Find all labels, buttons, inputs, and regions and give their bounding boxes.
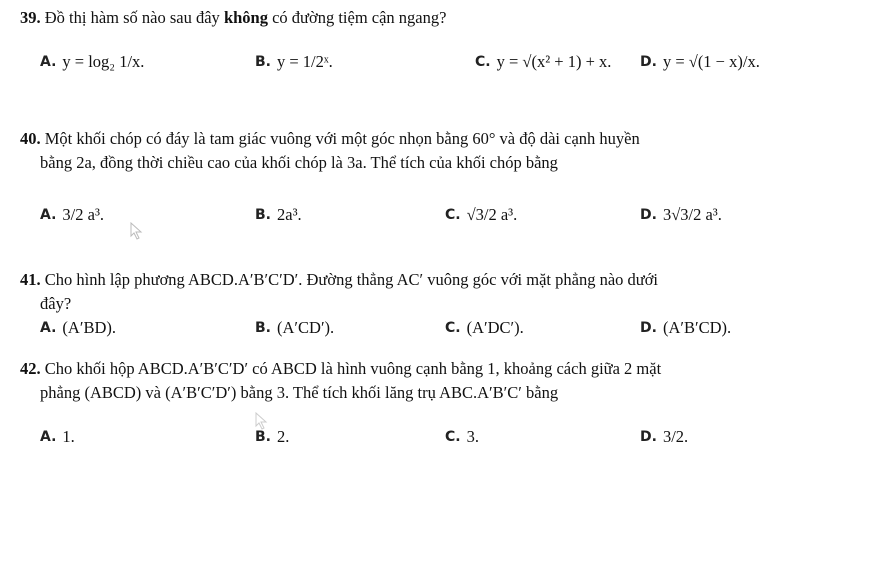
- option-value: 1.: [62, 427, 75, 446]
- option-label: A.: [40, 54, 57, 70]
- option-label: C.: [445, 429, 461, 445]
- question-number: 41.: [20, 270, 41, 289]
- question-number: 42.: [20, 359, 41, 378]
- option-label: C.: [445, 320, 461, 336]
- option-c[interactable]: [445, 427, 479, 447]
- option-value: √3/2 a³.: [466, 205, 518, 224]
- option-value: 3√3/2 a³.: [662, 205, 722, 224]
- option-b[interactable]: [255, 427, 289, 447]
- option-d[interactable]: [640, 205, 722, 225]
- option-value: y = √(1 − x)/x.: [662, 52, 760, 71]
- question-42-stem: [20, 357, 870, 405]
- option-label: B.: [255, 54, 271, 70]
- stem-text: có đường tiệm cận ngang?: [272, 8, 447, 27]
- stem-text: Đồ thị hàm số nào sau đây: [44, 8, 220, 27]
- option-c[interactable]: [445, 318, 524, 338]
- stem-text: Một khối chóp có đáy là tam giác vuông với một góc nhọn bằng 60° và độ dài cạnh huyền: [44, 129, 640, 148]
- option-value: (A′B′CD).: [662, 318, 732, 337]
- option-a[interactable]: [40, 318, 116, 338]
- stem-text: Cho khối hộp ABCD.A′B′C′D′ có ABCD là hình vuông cạnh bằng 1, khoảng cách giữa 2 mặt: [44, 359, 662, 378]
- option-label: C.: [445, 207, 461, 223]
- option-value: (A′BD).: [62, 318, 116, 337]
- question-40: [20, 127, 870, 224]
- option-b[interactable]: [255, 205, 302, 225]
- option-label: B.: [255, 429, 271, 445]
- question-number: 39.: [20, 8, 41, 27]
- option-value: (A′CD′).: [277, 318, 335, 337]
- option-label: D.: [640, 207, 657, 223]
- option-value: 3.: [466, 427, 479, 446]
- stem-bold-text: không: [223, 8, 268, 27]
- question-40-stem: [20, 127, 870, 175]
- question-41-stem: [20, 268, 870, 316]
- option-label: B.: [255, 320, 271, 336]
- option-label: D.: [640, 320, 657, 336]
- option-label: A.: [40, 320, 57, 336]
- option-value: 3/2 a³.: [62, 205, 105, 224]
- stem-text: phẳng (ABCD) và (A′B′C′D′) bằng 3. Thể tích khối lăng trụ ABC.A′B′C′ bằng: [40, 383, 559, 402]
- mouse-cursor-icon: [130, 222, 144, 240]
- mouse-cursor-icon: [255, 412, 269, 430]
- option-c[interactable]: [445, 205, 517, 225]
- stem-text: Cho hình lập phương ABCD.A′B′C′D′. Đường thẳng AC′ vuông góc với mặt phẳng nào dưới: [44, 270, 659, 289]
- option-value: 3/2.: [662, 427, 689, 446]
- question-41: [20, 268, 870, 337]
- option-value: (A′DC′).: [466, 318, 524, 337]
- option-value: 2.: [277, 427, 290, 446]
- question-39: [20, 6, 870, 71]
- option-label: D.: [640, 429, 657, 445]
- option-b[interactable]: [255, 52, 333, 72]
- stem-text: đây?: [40, 294, 72, 313]
- question-number: 40.: [20, 129, 41, 148]
- option-label: B.: [255, 207, 271, 223]
- option-a[interactable]: [40, 205, 104, 225]
- option-value: y = log₂ 1/x.: [62, 52, 145, 71]
- option-c[interactable]: [475, 52, 611, 72]
- stem-text: bằng 2a, đồng thời chiều cao của khối chóp là 3a. Thể tích của khối chóp bằng: [40, 153, 558, 172]
- option-label: A.: [40, 429, 57, 445]
- option-value: y = 1/2ˣ.: [277, 52, 333, 71]
- option-d[interactable]: [640, 52, 760, 72]
- question-42: [20, 357, 870, 446]
- option-label: C.: [475, 54, 491, 70]
- question-39-stem: [20, 6, 870, 30]
- option-value: y = √(x² + 1) + x.: [496, 52, 612, 71]
- option-d[interactable]: [640, 427, 688, 447]
- option-d[interactable]: [640, 318, 731, 338]
- option-b[interactable]: [255, 318, 334, 338]
- option-a[interactable]: [40, 427, 75, 447]
- option-label: D.: [640, 54, 657, 70]
- option-a[interactable]: [40, 52, 144, 72]
- option-label: A.: [40, 207, 57, 223]
- option-value: 2a³.: [277, 205, 302, 224]
